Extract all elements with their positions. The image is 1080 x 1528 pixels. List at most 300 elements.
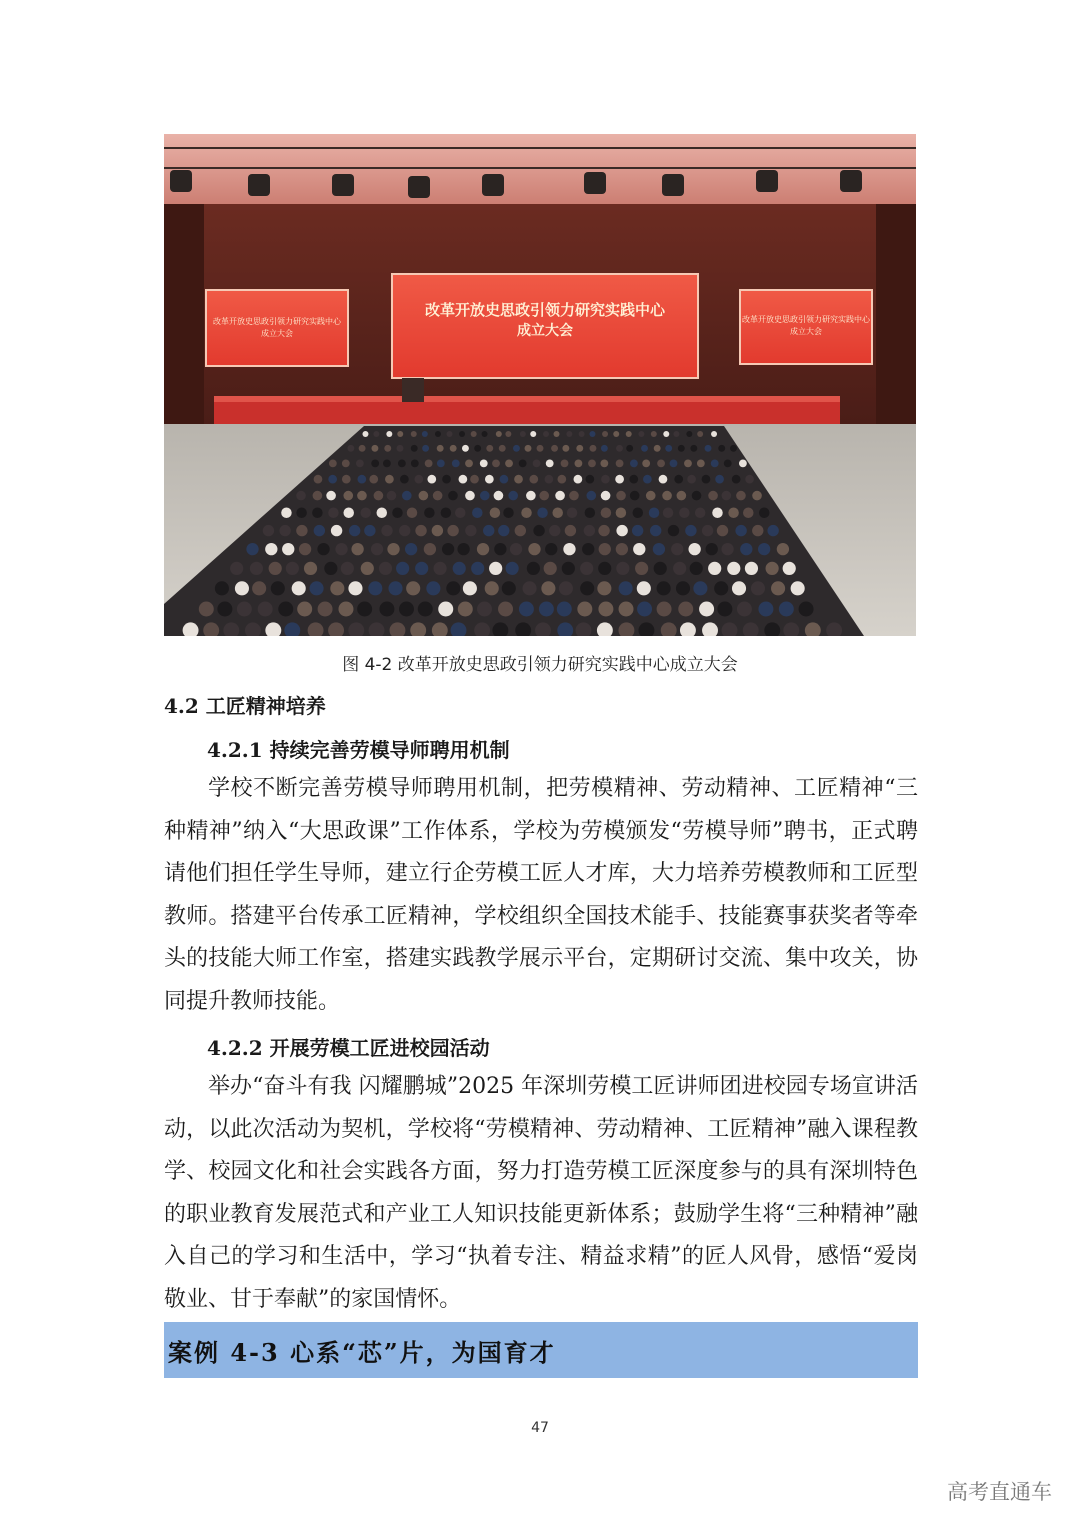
audience-member [799, 602, 814, 617]
audience-member [541, 581, 555, 595]
audience-member [433, 491, 443, 501]
audience-member [582, 543, 594, 555]
audience-member [740, 543, 752, 555]
audience-member [328, 475, 337, 484]
audience-member [433, 562, 446, 575]
audience-member [415, 525, 426, 536]
audience-member [717, 602, 732, 617]
audience-member [771, 581, 785, 595]
audience-member [586, 491, 596, 501]
audience-member [574, 475, 583, 484]
audience-member [580, 581, 594, 595]
audience-member [711, 460, 719, 468]
audience-member [685, 525, 696, 536]
audience-member [373, 431, 379, 437]
audience-member [641, 445, 648, 452]
audience-member [317, 543, 329, 555]
audience-member [519, 460, 527, 468]
audience-member [599, 543, 611, 555]
audience-member [657, 460, 665, 468]
audience-member [577, 602, 592, 617]
audience-member [651, 431, 657, 437]
audience-member [442, 475, 451, 484]
audience-member [426, 581, 440, 595]
audience-member [735, 525, 746, 536]
audience-member [743, 508, 754, 519]
audience-member [490, 508, 501, 519]
audience-member [500, 475, 509, 484]
audience-member [758, 602, 773, 617]
audience-member [638, 431, 644, 437]
audience-member [441, 508, 452, 519]
audience-member [791, 581, 805, 595]
audience-member [633, 543, 645, 555]
audience-member [702, 475, 711, 484]
audience-member [486, 445, 493, 452]
screen-title: 改革开放史思政引领力研究实践中心 [424, 301, 666, 319]
audience-member [676, 581, 690, 595]
audience-member [561, 460, 569, 468]
audience-member [697, 431, 703, 437]
audience-member [601, 445, 608, 452]
audience-member [480, 491, 490, 501]
audience-member [616, 525, 627, 536]
audience-member [397, 431, 403, 437]
audience-member [402, 491, 412, 501]
audience-member [585, 508, 596, 519]
audience-member [498, 602, 513, 617]
audience-member [530, 431, 536, 437]
audience-member [712, 508, 723, 519]
audience-member [388, 581, 402, 595]
audience-member [364, 525, 375, 536]
audience-member [525, 445, 532, 452]
audience-member [706, 543, 718, 555]
audience-member [637, 581, 651, 595]
audience-member [758, 543, 770, 555]
audience-member [329, 460, 337, 468]
audience-member [714, 581, 728, 595]
audience-member [418, 602, 433, 617]
audience-member [695, 508, 706, 519]
audience-member [766, 562, 779, 575]
audience-member [369, 475, 378, 484]
audience-member [537, 508, 548, 519]
audience-member [584, 525, 595, 536]
audience-member [576, 445, 583, 452]
audience-member [697, 460, 705, 468]
audience-member [313, 491, 323, 501]
audience-member [343, 491, 353, 501]
audience-member [310, 581, 324, 595]
audience-member [751, 581, 765, 595]
audience-member [526, 491, 536, 501]
audience-member [199, 602, 214, 617]
audience-member [297, 602, 312, 617]
audience-member [557, 475, 566, 484]
audience-member [537, 445, 544, 452]
audience-member [271, 581, 285, 595]
audience-member [566, 431, 572, 437]
audience-member [671, 543, 683, 555]
audience-member [357, 491, 367, 501]
audience-member [489, 562, 502, 575]
audience-member [314, 525, 325, 536]
audience-member [442, 543, 454, 555]
audience-member [422, 431, 428, 437]
audience-member [745, 562, 758, 575]
audience-member [551, 445, 558, 452]
audience-member [498, 525, 509, 536]
audience-member [736, 491, 746, 501]
audience-member [686, 431, 692, 437]
audience-member [342, 460, 350, 468]
audience-member [459, 431, 465, 437]
audience-member [567, 508, 578, 519]
audience-member [767, 525, 778, 536]
audience-member [383, 460, 391, 468]
audience-member [529, 475, 538, 484]
audience-member [407, 508, 418, 519]
audience-member [396, 562, 409, 575]
audience-member [579, 431, 585, 437]
audience-member [505, 431, 511, 437]
audience-member [397, 445, 404, 452]
audience-member [411, 460, 419, 468]
audience-member [371, 460, 379, 468]
audience-member [471, 431, 477, 437]
audience-member [752, 525, 763, 536]
left-screen-title: 改革开放史思政引领力研究实践中心 [213, 317, 341, 326]
audience-member [263, 525, 274, 536]
audience-member [692, 491, 702, 501]
audience-member [384, 445, 391, 452]
audience-member [314, 475, 323, 484]
audience-member [616, 445, 623, 452]
audience-member [520, 431, 526, 437]
audience-member [670, 460, 678, 468]
audience-member [613, 431, 619, 437]
audience-member [665, 445, 672, 452]
audience-member [626, 445, 633, 452]
audience-member [414, 475, 423, 484]
audience-member [715, 475, 724, 484]
audience-member [480, 460, 488, 468]
audience-member [455, 508, 466, 519]
audience-member [438, 602, 453, 617]
audience-member [269, 562, 282, 575]
audience-member [347, 445, 354, 452]
audience-member [379, 602, 394, 617]
audience-member [503, 508, 513, 519]
audience-member [659, 475, 668, 484]
audience-member [637, 602, 652, 617]
audience-member [425, 460, 433, 468]
audience-member [447, 525, 458, 536]
audience-member [708, 562, 721, 575]
audience-member [246, 543, 258, 555]
audience-member [673, 431, 679, 437]
audience-member [598, 562, 611, 575]
audience-member [282, 543, 294, 555]
audience-member [533, 460, 541, 468]
audience-member [446, 581, 460, 595]
audience-member [457, 543, 469, 555]
audience-member [717, 525, 728, 536]
audience-member [371, 543, 383, 555]
audience-member [411, 431, 417, 437]
audience-member [458, 602, 473, 617]
audience-member [684, 460, 692, 468]
audience-member [737, 602, 752, 617]
audience-member [299, 543, 311, 555]
audience-member [630, 491, 640, 501]
audience-member [649, 508, 660, 519]
audience-member [362, 431, 368, 437]
audience-member [616, 562, 629, 575]
audience-member [348, 581, 362, 595]
audience-member [580, 562, 593, 575]
subsection-2-body: 举办“奋斗有我 闪耀鹏城”2025 年深圳劳模工匠讲师团进校园专场宣讲活动，以此次活动为契机，学校将“劳模精神、劳动精神、工匠精神”融入课程教学、校园文化和社会实践各方面，努力打造劳模工匠深度参与的具有深圳特色的职业教育发展范式和产业工人知识技能更新体系；鼓励学生将“三种精神”融入自己的学习和生活中，学习“执着专注、精益求精”的匠人风骨，感悟“爱岗敬业、甘于奉献”的家国情怀。 [164, 1074, 918, 1312]
audience-member [381, 525, 392, 536]
audience-member [728, 508, 739, 519]
audience-member [452, 460, 460, 468]
audience-member [465, 460, 473, 468]
audience-member [472, 508, 483, 519]
audience-member [653, 543, 665, 555]
audience-member [356, 460, 364, 468]
audience-member [545, 543, 557, 555]
audience-member [230, 562, 243, 575]
audience-member [483, 525, 494, 536]
audience-member [619, 602, 634, 617]
audience-member [674, 475, 683, 484]
audience-member [601, 491, 611, 501]
audience-member [678, 602, 693, 617]
audience-member [462, 445, 469, 452]
audience-member [533, 525, 544, 536]
audience-member [450, 445, 457, 452]
audience-member [485, 475, 494, 484]
audience-member [724, 460, 732, 468]
audience-member [341, 562, 354, 575]
audience-member [654, 445, 661, 452]
screen-subtitle: 成立大会 [517, 323, 573, 339]
audience-member [459, 475, 468, 484]
audience-member [371, 445, 378, 452]
audience-member [494, 543, 506, 555]
audience-member [600, 460, 608, 468]
audience-member [387, 491, 397, 501]
audience-member [546, 460, 554, 468]
audience-member [292, 581, 306, 595]
audience-member [399, 525, 410, 536]
audience-member [601, 475, 610, 484]
audience-member [453, 562, 466, 575]
audience-member [465, 525, 476, 536]
audience-member [359, 445, 366, 452]
audience-member [328, 508, 339, 519]
subsection-heading-2: 4.2.2 开展劳模工匠进校园活动 [207, 1036, 490, 1060]
audience-member [557, 602, 572, 617]
audience-member [349, 525, 360, 536]
audience-member [392, 508, 403, 519]
audience-member [265, 543, 277, 555]
audience-member [662, 491, 672, 501]
audience-member [527, 562, 540, 575]
audience-member [357, 602, 372, 617]
audience-member [514, 475, 523, 484]
audience-member [727, 562, 740, 575]
audience-member [718, 445, 725, 452]
audience-member [777, 543, 789, 555]
audience-member [539, 491, 549, 501]
audience-member [598, 525, 609, 536]
audience-member [448, 491, 458, 501]
audience-member [663, 508, 674, 519]
audience-member [590, 445, 597, 452]
audience-member [335, 543, 347, 555]
audience-member [616, 491, 626, 501]
audience-member [657, 581, 671, 595]
audience-member [424, 543, 436, 555]
audience-member [470, 475, 479, 484]
audience-member [569, 491, 579, 501]
audience-member [405, 543, 417, 555]
audience-member [721, 543, 733, 555]
audience-member [278, 602, 293, 617]
audience-member [555, 491, 565, 501]
audience-member [217, 602, 232, 617]
audience-member [539, 602, 554, 617]
audience-member [565, 525, 576, 536]
audience-member [477, 543, 489, 555]
audience-member [258, 602, 273, 617]
audience-member [374, 491, 384, 501]
audience-member [399, 602, 414, 617]
audience-member [633, 508, 644, 519]
audience-member [432, 525, 443, 536]
audience-member [502, 581, 516, 595]
audience-member [419, 491, 429, 501]
audience-member [279, 525, 290, 536]
audience-member [474, 445, 481, 452]
audience-member [477, 602, 492, 617]
conference-photo [164, 134, 916, 636]
audience-member [215, 581, 229, 595]
audience-member [237, 602, 252, 617]
audience-member [642, 460, 650, 468]
audience-member [471, 562, 484, 575]
audience-member [494, 491, 504, 501]
audience-member [575, 460, 583, 468]
audience-member [326, 491, 336, 501]
audience-member [506, 562, 519, 575]
audience-member [759, 508, 770, 519]
audience-member [632, 525, 643, 536]
audience-member [521, 508, 532, 519]
audience-member [331, 525, 342, 536]
audience-member [562, 445, 569, 452]
audience-member [519, 602, 534, 617]
audience-member [563, 543, 575, 555]
audience-member [732, 475, 741, 484]
audience-member [549, 525, 560, 536]
audience-member [379, 562, 392, 575]
audience-member [635, 562, 648, 575]
page-number: 47 [531, 1420, 549, 1436]
watermark: 高考直通车 [947, 1480, 1052, 1504]
audience-member [699, 602, 714, 617]
audience-member [657, 602, 672, 617]
audience-member [406, 581, 420, 595]
audience-member [601, 508, 612, 519]
audience-member [386, 431, 392, 437]
audience-member [330, 581, 344, 595]
audience-member [318, 602, 333, 617]
audience-member [496, 431, 502, 437]
audience-member [643, 475, 652, 484]
section-heading: 4.2 工匠精神培养 [164, 694, 326, 718]
audience-member [312, 508, 323, 519]
audience-member [687, 475, 696, 484]
audience-member [513, 445, 520, 452]
audience-member [783, 562, 796, 575]
audience-member [360, 508, 371, 519]
audience-member [342, 475, 351, 484]
audience-member [343, 508, 354, 519]
subsection-heading-1: 4.2.1 持续完善劳模导师聘用机制 [207, 738, 510, 762]
audience-member [688, 543, 700, 555]
left-screen-subtitle: 成立大会 [261, 329, 293, 338]
audience-member [589, 431, 595, 437]
audience-member [677, 491, 687, 501]
audience-member [523, 581, 537, 595]
audience-member [398, 460, 406, 468]
audience-member [377, 508, 388, 519]
audience-member [702, 525, 713, 536]
audience-member [650, 525, 661, 536]
audience-member [499, 445, 506, 452]
audience-member [690, 445, 697, 452]
audience-member [779, 602, 794, 617]
audience-member [626, 431, 632, 437]
audience-member [545, 475, 554, 484]
audience-member [654, 562, 667, 575]
audience-member [515, 525, 526, 536]
audience-member [510, 543, 522, 555]
audience-member [296, 491, 306, 501]
audience-member [361, 562, 374, 575]
figure-caption: 图 4-2 改革开放史思政引领力研究实践中心成立大会 [342, 655, 738, 675]
audience-member [678, 445, 685, 452]
audience-member [250, 562, 263, 575]
audience-member [663, 431, 669, 437]
audience-member [559, 581, 573, 595]
audience-member [281, 508, 292, 519]
audience-member [616, 508, 627, 519]
audience-member [528, 543, 540, 555]
audience-member [446, 431, 452, 437]
audience-member [400, 475, 409, 484]
audience-member [615, 475, 624, 484]
audience-member [646, 491, 656, 501]
audience-member [616, 460, 624, 468]
audience-member [588, 460, 596, 468]
audience-member [619, 581, 633, 595]
audience-member [544, 562, 557, 575]
audience-member [752, 491, 762, 501]
